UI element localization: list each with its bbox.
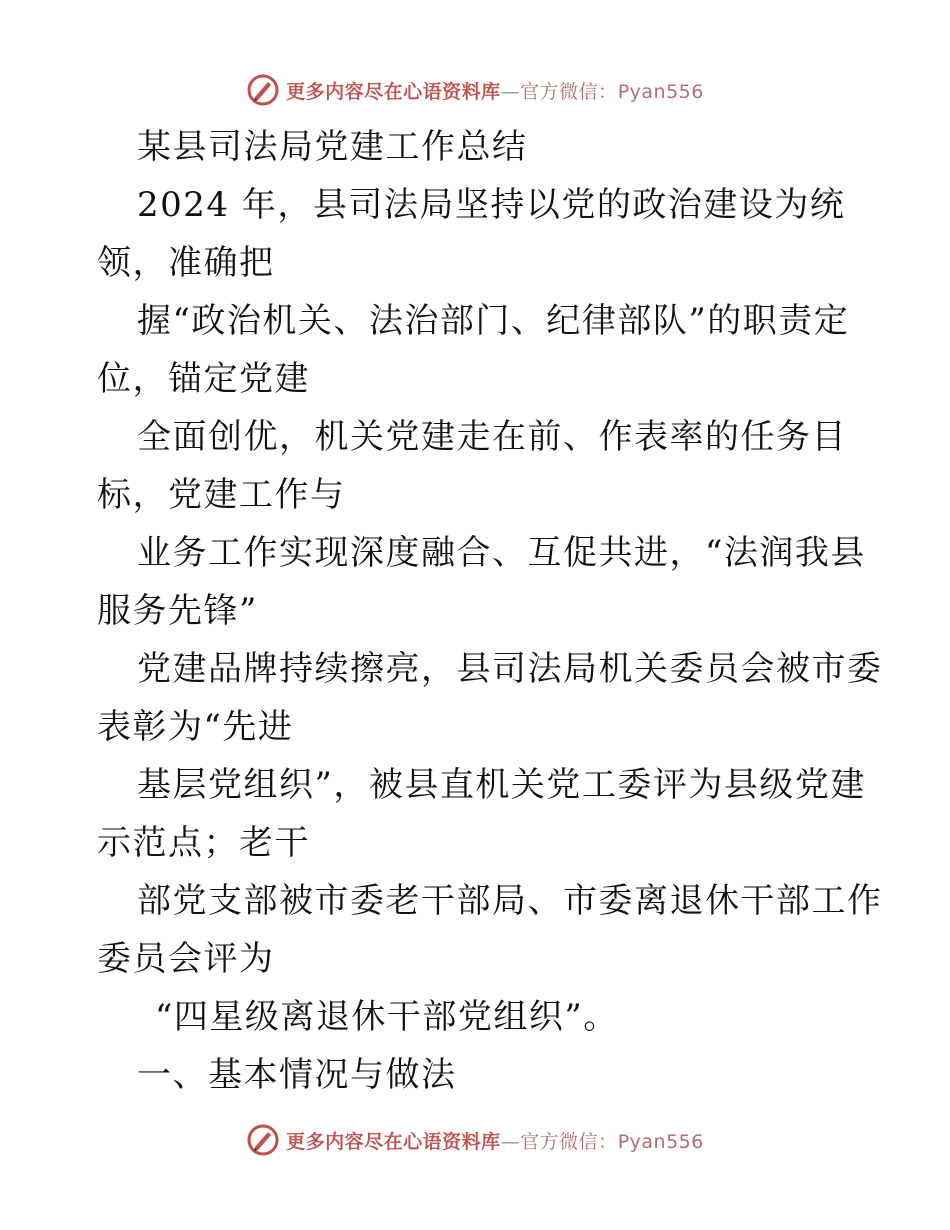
document-body	[97, 118, 883, 1104]
watermark-text	[286, 77, 704, 104]
watermark-account: Pyan556	[617, 80, 704, 103]
watermark-main: 更多内容尽在心语资料库	[286, 80, 501, 103]
paragraph-line: “四星级离退休干部党组织”。	[155, 997, 619, 1037]
paragraph-line: 服务先锋”	[97, 591, 258, 631]
paragraph-line: 委员会评为	[97, 939, 275, 979]
paragraph-line: 业务工作实现深度融合、互促共进，“法润我县	[137, 533, 866, 573]
watermark-separator: —	[500, 1130, 521, 1153]
paragraph-line: 党建品牌持续擦亮，县司法局机关委员会被市委	[137, 649, 883, 689]
watermark-account: Pyan556	[617, 1130, 704, 1153]
paragraph-line: 2024 年，县司法局坚持以党的政治建设为统	[137, 185, 846, 225]
pen-logo-icon	[246, 1123, 280, 1157]
watermark-text	[286, 1127, 704, 1154]
paragraph-line: 一、基本情况与做法	[137, 1055, 457, 1095]
watermark-suffix: 官方微信：	[520, 80, 618, 103]
watermark-main: 更多内容尽在心语资料库	[286, 1130, 501, 1153]
document-title: 某县司法局党建工作总结	[137, 127, 528, 167]
watermark-separator: —	[500, 80, 521, 103]
paragraph-line: 位，锚定党建	[97, 359, 310, 399]
watermark-suffix: 官方微信：	[520, 1130, 618, 1153]
paragraph-line: 表彰为“先进	[97, 707, 294, 747]
paragraph-line: 领，准确把	[97, 243, 275, 283]
document-lines	[97, 118, 883, 1104]
header-watermark	[0, 70, 950, 110]
pen-logo-icon	[246, 73, 280, 107]
paragraph-line: 标，党建工作与	[97, 475, 346, 515]
paragraph-line: 示范点；老干	[97, 823, 310, 863]
paragraph-line: 基层党组织”，被县直机关党工委评为县级党建	[137, 765, 866, 805]
paragraph-line: 握“政治机关、法治部门、纪律部队”的职责定	[137, 301, 850, 341]
paragraph-line: 部党支部被市委老干部局、市委离退休干部工作	[137, 881, 883, 921]
footer-watermark	[0, 1120, 950, 1160]
paragraph-line: 全面创优，机关党建走在前、作表率的任务目	[137, 417, 847, 457]
